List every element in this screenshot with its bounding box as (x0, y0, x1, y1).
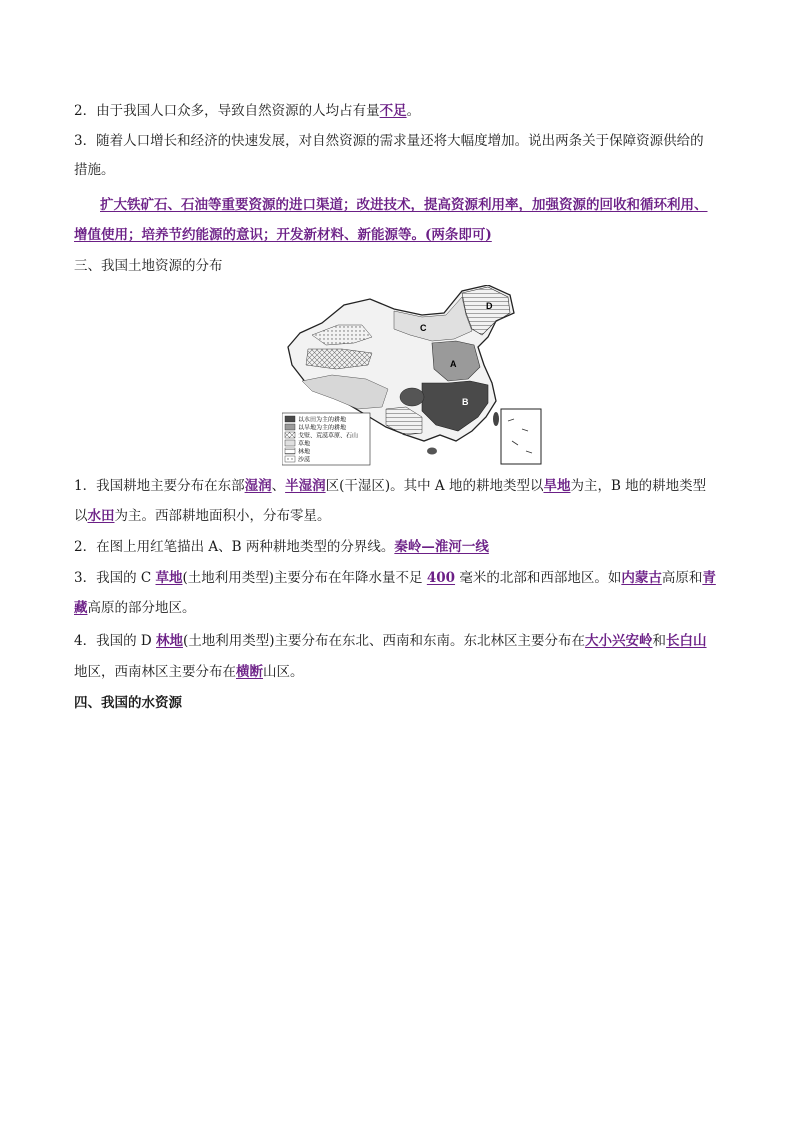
answer-text: 水田 (87, 508, 115, 524)
question-1-line1 (74, 476, 706, 496)
answer-text: 旱地 (543, 478, 571, 494)
text: 1．我国耕地主要分布在东部 (74, 478, 245, 494)
label-c: C (420, 323, 427, 333)
label-b: B (462, 397, 469, 407)
text: 高原和 (661, 570, 703, 586)
text: 3．我国的 C (74, 570, 156, 586)
answer-text: 长白山 (666, 633, 707, 649)
text: 为主，B 地的耕地类型 (570, 478, 707, 494)
question-4-line2 (74, 662, 304, 682)
island-hainan (427, 448, 437, 455)
south-china-sea-inset (501, 409, 541, 464)
label-a: A (450, 359, 457, 369)
answer-text: 内蒙古 (621, 570, 662, 586)
legend-forest: 林地 (298, 448, 311, 456)
answer-3-line1: 扩大铁矿石、石油等重要资源的进口渠道；改进技术，提高资源利用率，加强资源的回收和循环利用、 (100, 197, 708, 213)
label-d: D (486, 301, 493, 311)
legend-grassland: 草地 (298, 440, 311, 448)
text: 山区。 (263, 664, 304, 680)
question-3-grassland-line2 (74, 598, 196, 618)
answer-text: 藏 (74, 600, 88, 616)
question-3-line1: 3．随着人口增长和经济的快速发展，对自然资源的需求量还将大幅度增加。说出两条关于保障资源供给的 (74, 133, 704, 149)
question-1-line2 (74, 506, 331, 526)
answer-text: 青 (702, 570, 716, 586)
text: 2．在图上用红笔描出 A、B 两种耕地类型的分界线。 (74, 539, 395, 555)
question-4-line1 (74, 631, 707, 651)
text: 和 (652, 633, 667, 649)
china-map-svg (282, 285, 546, 466)
legend-gobi: 戈壁、荒漠草原、石山 (298, 432, 359, 440)
text: 。 (406, 103, 421, 119)
legend-desert: 沙漠 (298, 456, 311, 464)
text: (土地利用类型)主要分布在年降水量不足 (182, 570, 427, 586)
region-basin (400, 388, 424, 406)
answer-text: 不足 (379, 103, 407, 119)
question-2 (74, 537, 489, 557)
section-3-title: 三、我国土地资源的分布 (74, 258, 223, 274)
answer-text: 湿润 (244, 478, 272, 494)
text: 以 (74, 508, 88, 524)
island-taiwan (493, 412, 499, 426)
answer-text: 横断 (236, 664, 263, 680)
answer-text: 400 (426, 570, 456, 586)
answer-3-line2: 增值使用；培养节约能源的意识；开发新材料、新能源等。(两条即可) (74, 227, 492, 243)
answer-text: 草地 (155, 570, 183, 586)
text: 毫米的北部和西部地区。如 (455, 570, 622, 586)
question-3-line2: 措施。 (74, 162, 115, 178)
text: 2．由于我国人口众多，导致自然资源的人均占有量 (74, 103, 380, 119)
text: 为主。西部耕地面积小，分布零星。 (114, 508, 331, 524)
answer-text: 半湿润 (285, 478, 326, 494)
answer-text: 秦岭—淮河一线 (394, 539, 489, 555)
section-4-title: 四、我国的水资源 (74, 695, 182, 711)
answer-text: 林地 (156, 633, 183, 649)
text: 、 (271, 478, 286, 494)
para-resources-per-capita (74, 101, 420, 121)
text: 高原的部分地区。 (87, 600, 196, 616)
map-legend (282, 413, 370, 465)
text: 4．我国的 D (74, 633, 156, 649)
land-use-map (282, 285, 546, 466)
question-3-grassland-line1 (74, 568, 716, 588)
legend-paddy: 以水田为主的耕地 (298, 416, 347, 424)
legend-dryland: 以旱地为主的耕地 (298, 424, 347, 432)
text: 区(干湿区)。其中 A 地的耕地类型以 (325, 478, 544, 494)
text: (土地利用类型)主要分布在东北、西南和东南。东北林区主要分布在 (183, 633, 586, 649)
text: 地区，西南林区主要分布在 (74, 664, 236, 680)
answer-text: 大小兴安岭 (585, 633, 653, 649)
